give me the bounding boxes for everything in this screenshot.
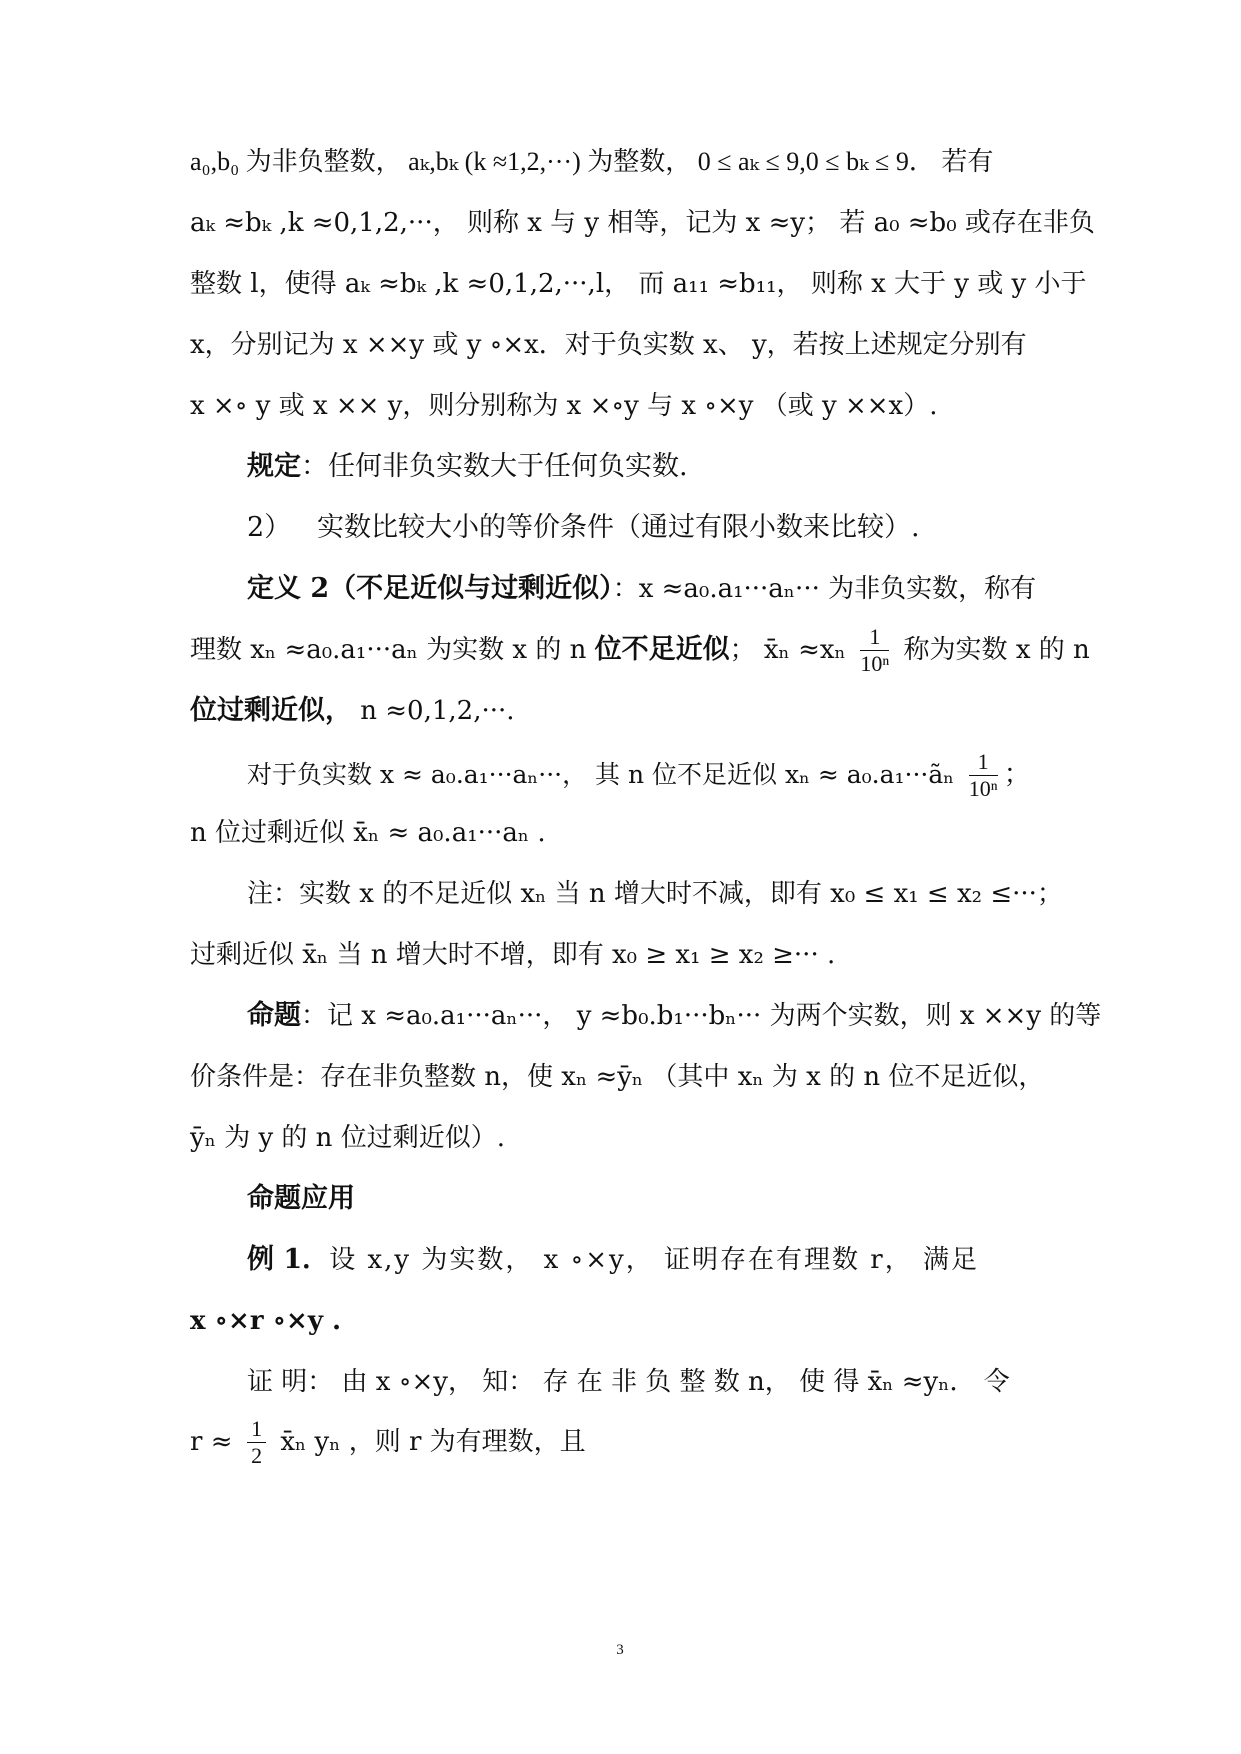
text-line-1: a₀,b₀ 为非负整数， aₖ,bₖ (k ≈1,2,···) 为整数， 0 ≤ aₖ ≤ 9,0 ≤ bₖ ≤ 9． 若有 bbox=[190, 147, 994, 176]
example-1-line-1: 例 1．设 x,y 为实数， x ∘×y， 证明存在有理数 r， 满足 bbox=[247, 1244, 979, 1275]
text-line-3: 整数 l，使得 aₖ ≈bₖ ,k ≈0,1,2,···,l， 而 a₁₁ ≈b₁₁， 则称 x 大于 y 或 y 小于 bbox=[190, 269, 1087, 299]
item-2-text: 实数比较大小的等价条件（通过有限小数来比较）. bbox=[317, 512, 920, 543]
proposition-line-1: 命题：记 x ≈a₀.a₁···aₙ···， y ≈b₀.b₁···bₙ··· 为两个实数，则 x ××y 的等 bbox=[247, 1000, 1102, 1031]
fraction-one-half: $\frac{1}{2}$ bbox=[247, 1416, 266, 1469]
fraction-one-over-ten-n: $\frac{1}{\text{10ⁿ}}$ bbox=[860, 624, 890, 676]
text-line-4: x，分别记为 x ××y 或 y ∘×x．对于负实数 x、 y，若按上述规定分别有 bbox=[190, 330, 1027, 360]
note-line-2: 过剩近似 x̄ₙ 当 n 增大时不增，即有 x₀ ≥ x₁ ≥ x₂ ≥··· . bbox=[190, 940, 836, 970]
definition-2-line-2: 理数 xₙ ≈a₀.a₁···aₙ 为实数 x 的 n 位不足近似； x̄ₙ ≈xₙ $\frac{1}{\text{10ⁿ}}$ 称为实数 x 的 n bbox=[190, 624, 1090, 676]
rule-text: ：任何非负实数大于任何负实数. bbox=[301, 451, 688, 482]
note-line-1: 注：实数 x 的不足近似 xₙ 当 n 增大时不减，即有 x₀ ≤ x₁ ≤ x₂ ≤···； bbox=[247, 879, 1063, 909]
proposition-line-3: ȳₙ 为 y 的 n 位过剩近似）. bbox=[190, 1123, 505, 1153]
definition-2-line-3: 位过剩近似， n ≈0,1,2,···. bbox=[190, 695, 515, 726]
negative-real-line-2: n 位过剩近似 x̄ₙ ≈ a₀.a₁···aₙ . bbox=[190, 818, 546, 848]
example-1-label: 例 1． bbox=[247, 1244, 330, 1275]
negative-real-line-1: 对于负实数 x ≈ a₀.a₁···aₙ···， 其 n 位不足近似 xₙ ≈ a₀.a₁···ãₙ $\frac{1}{\text{10ⁿ}}$ ； bbox=[247, 749, 1031, 801]
proposition-label: 命题 bbox=[247, 1000, 301, 1031]
page-number: 3 bbox=[616, 1642, 624, 1658]
text-line-2: aₖ ≈bₖ ,k ≈0,1,2,···， 则称 x 与 y 相等，记为 x ≈y； 若 a₀ ≈b₀ 或存在非负 bbox=[190, 208, 1095, 238]
definition-2-line-1: 定义 2（不足近似与过剩近似）：x ≈a₀.a₁···aₙ··· 为非负实数，称有 bbox=[247, 573, 1037, 604]
definition-2-label: 定义 2（不足近似与过剩近似） bbox=[247, 573, 613, 604]
item-2-number: 2） bbox=[247, 512, 292, 543]
fraction-one-over-ten-n-2: $\frac{1}{\text{10ⁿ}}$ bbox=[968, 749, 998, 801]
rule-paragraph bbox=[247, 442, 1050, 492]
proof-line-1: 证 明： 由 x ∘×y， 知： 存 在 非 负 整 数 n， 使 得 x̄ₙ ≈yₙ． 令 bbox=[247, 1367, 1010, 1397]
example-1-line-2: x ∘×r ∘×y . bbox=[190, 1306, 342, 1336]
item-2 bbox=[247, 503, 1050, 553]
proposition-line-2: 价条件是：存在非负整数 n，使 xₙ ≈ȳₙ （其中 xₙ 为 x 的 n 位不足近似， bbox=[190, 1062, 1045, 1092]
section-title-application: 命题应用 bbox=[247, 1183, 355, 1214]
rule-label: 规定 bbox=[247, 451, 301, 482]
text-line-5: x ×∘ y 或 x ×× y，则分别称为 x ×∘y 与 x ∘×y （或 y ××x）. bbox=[190, 391, 938, 421]
proof-line-2: r ≈ $\frac{1}{2}$ x̄ₙ yₙ ，则 r 为有理数，且 bbox=[190, 1416, 586, 1468]
